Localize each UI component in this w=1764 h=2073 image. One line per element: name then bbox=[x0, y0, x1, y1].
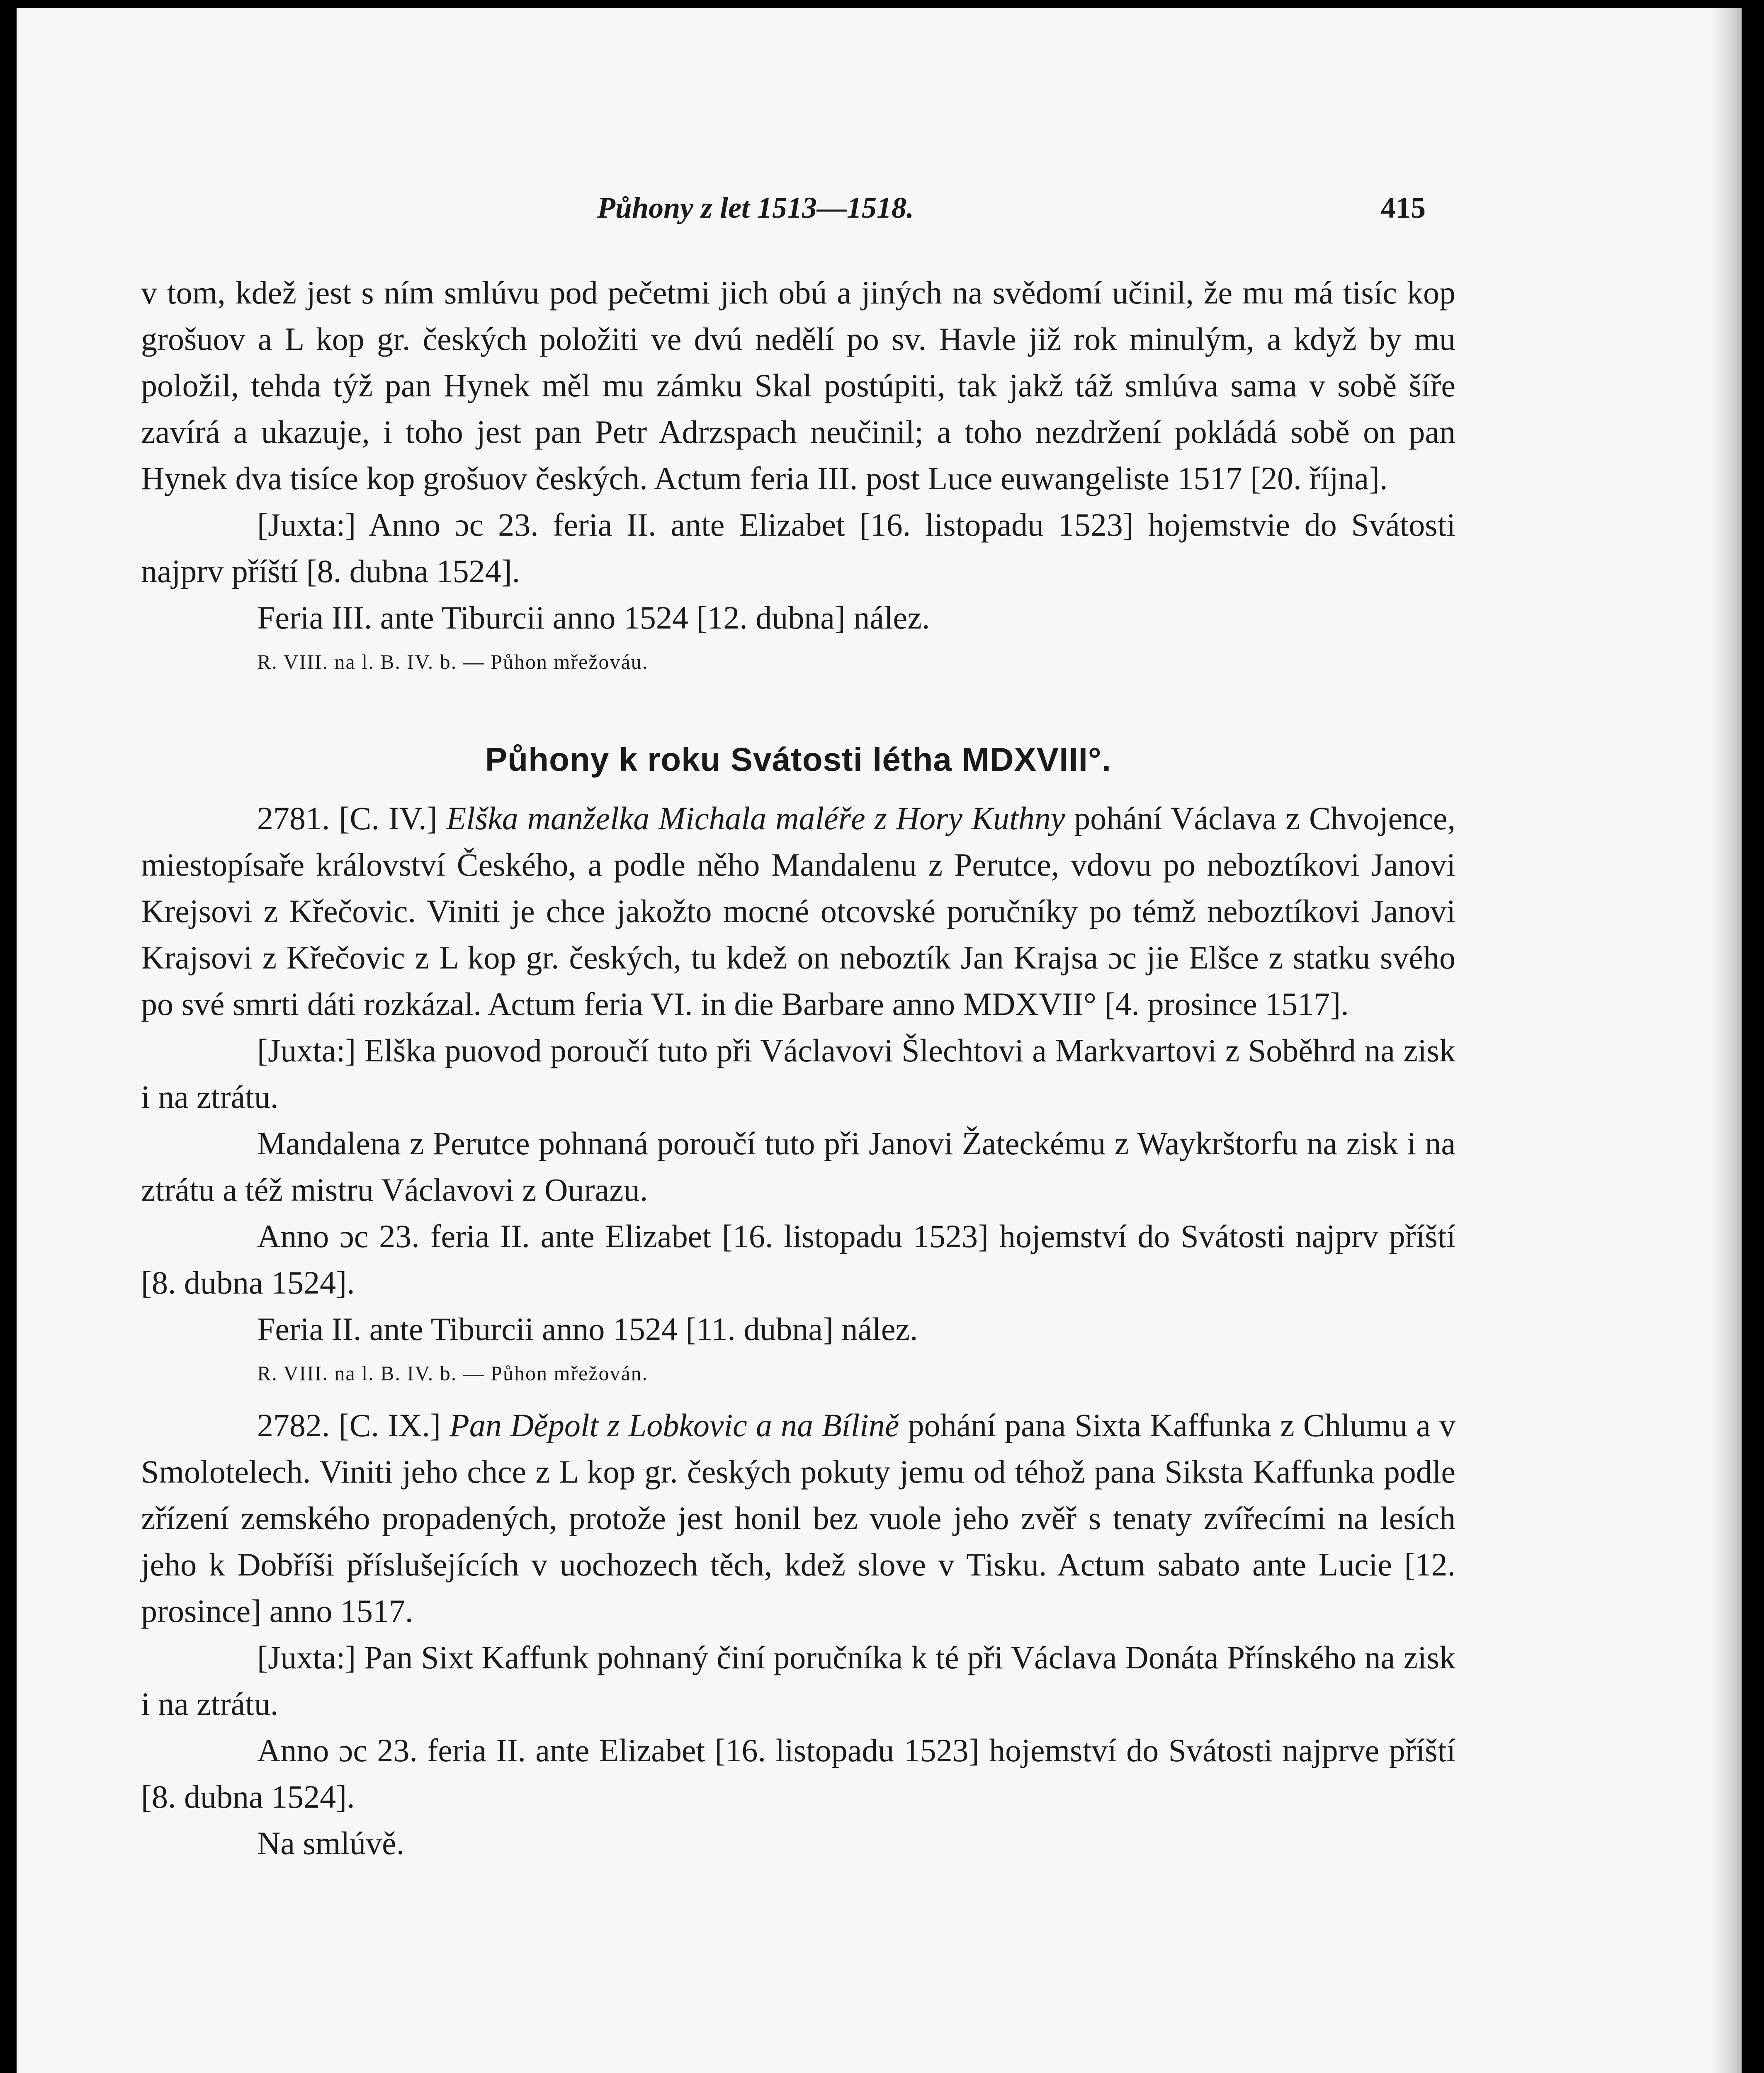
entry-2781-number: 2781. [C. IV.] bbox=[257, 800, 437, 836]
intro-juxta: [Juxta:] Anno ɔc 23. feria II. ante Elizabet [16. listopadu 1523] hojemstvie do Svátosti najprv příští [8. dubna 1524]. bbox=[141, 507, 1455, 589]
intro-source-note: R. VIII. na l. B. IV. b. — Půhon mřežováu. bbox=[257, 650, 649, 673]
entry-2781-source-note: R. VIII. na l. B. IV. b. — Půhon mřežován. bbox=[257, 1362, 649, 1385]
section-heading: Půhony k roku Svátosti létha MDXVIII°. bbox=[485, 741, 1112, 778]
intro-nalez: Feria III. ante Tiburcii anno 1524 [12. dubna] nález. bbox=[257, 600, 930, 636]
entry-2782-text: pohání pana Sixta Kaffunka z Chlumu a v Smolotelech. Viniti jeho chce z L kop gr. českých pokuty jemu od téhož pana Siksta Kaffunka podle zřízení zemského propadených, protože jest honil bez vuole jeho zvěř s tenaty zvířecími na lesích jeho k Dobříši příslušejících v uochozech těch, kdež slove v Tisku. Actum sabato ante Lucie [12. prosince] anno 1517. bbox=[141, 1407, 1456, 1629]
scanned-page bbox=[17, 8, 1742, 2073]
entry-2781-text: pohání Václava z Chvojence, miestopísaře království Českého, a podle něho Mandalenu z Perutce, vdovu po neboztíkovi Janovi Krejsovi z Křečovic. Viniti je chce jakožto mocné otcovské poručníky po témž neboztíkovi Janovi Krajsovi z Křečovic z L kop gr. českých, tu kdež on neboztík Jan Krajsa ɔc jie Elšce z statku svého po své smrti dáti rozkázal. Actum feria VI. in die Barbare anno MDXVII° [4. prosince 1517]. bbox=[141, 800, 1455, 1022]
entry-2782-names: Pan Děpolt z Lobkovic a na Bílině bbox=[450, 1407, 899, 1443]
intro-paragraph: v tom, kdež jest s ním smlúvu pod pečetmi jich obú a jiných na svědomí učinil, že mu má tisíc kop grošuov a L kop gr. českých položiti ve dvú nedělí po sv. Havle již rok minulým, a když by mu položil, tehda týž pan Hynek měl mu zámku Skal postúpiti, tak jakž táž smlúva sama v sobě šíře zavírá a ukazuje, i toho jest pan Petr Adrzspach neučinil; a toho nezdržení pokládá sobě on pan Hynek dva tisíce kop grošuov českých. Actum feria III. post Luce euwangeliste 1517 [20. října]. bbox=[141, 274, 1455, 496]
entry-2782-juxta: [Juxta:] Pan Sixt Kaffunk pohnaný činí poručníka k té při Václava Donáta Přínského na zisk i na ztrátu. bbox=[141, 1639, 1455, 1722]
entry-2781-mandalena: Mandalena z Perutce pohnaná poroučí tuto při Janovi Žateckému z Waykrštorfu na zisk i na ztrátu a též mistru Václavovi z Ourazu. bbox=[141, 1125, 1455, 1208]
page-edge-shadow bbox=[1713, 8, 1742, 2073]
entry-2782-smluve: Na smlúvě. bbox=[257, 1825, 405, 1861]
running-title: Půhony z let 1513—1518. bbox=[597, 191, 914, 224]
entry-2782-number: 2782. [C. IX.] bbox=[257, 1407, 441, 1443]
entry-2782-anno: Anno ɔc 23. feria II. ante Elizabet [16. listopadu 1523] hojemství do Svátosti najprve příští [8. dubna 1524]. bbox=[141, 1732, 1455, 1815]
entry-2781-names: Elška manželka Michala maléře z Hory Kuthny bbox=[446, 800, 1065, 836]
page-body bbox=[141, 269, 1455, 1867]
entry-2781-juxta: [Juxta:] Elška puovod poroučí tuto při Václavovi Šlechtovi a Markvartovi z Soběhrd na zisk i na ztrátu. bbox=[141, 1032, 1455, 1115]
entry-2781 bbox=[141, 795, 1455, 1027]
entry-2781-anno: Anno ɔc 23. feria II. ante Elizabet [16. listopadu 1523] hojemství do Svátosti najprv příští [8. dubna 1524]. bbox=[141, 1218, 1455, 1301]
page-header bbox=[17, 191, 1742, 240]
page-number: 415 bbox=[1381, 191, 1426, 224]
entry-2781-nalez: Feria II. ante Tiburcii anno 1524 [11. dubna] nález. bbox=[257, 1311, 918, 1347]
entry-2782 bbox=[141, 1402, 1455, 1634]
